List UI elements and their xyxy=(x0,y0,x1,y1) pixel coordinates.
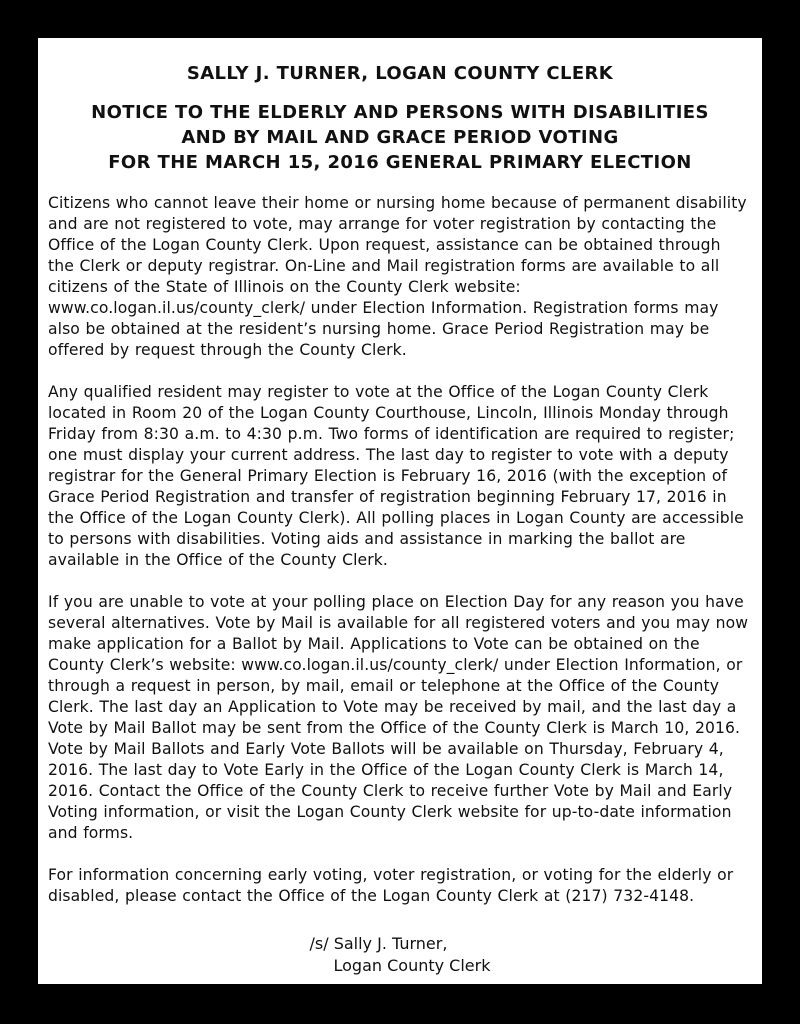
notice-paragraph-registration: Citizens who cannot leave their home or nursing home because of permanent disability and are not registered to vote, may arrange for voter registration by contacting the Office of the Logan County Clerk. Upon request, assistance can be obtained through the Clerk or deputy registrar. On-Line and Mail registration forms are available to all citizens of the State of Illinois on the County Clerk website: www.co.logan.il.us/county_clerk/ under Election Information. Registration forms may also be obtained at the resident’s nursing home. Grace Period Registration may be offered by request through the County Clerk. xyxy=(48,194,747,359)
heading-line-3: FOR THE MARCH 15, 2016 GENERAL PRIMARY ELECTION xyxy=(108,152,692,173)
signature-block xyxy=(48,933,752,977)
notice-page xyxy=(38,38,762,984)
signature-line-2: Logan County Clerk xyxy=(333,956,491,975)
heading-line-1: NOTICE TO THE ELDERLY AND PERSONS WITH DISABILITIES xyxy=(91,102,709,123)
notice-paragraph-vote-by-mail: If you are unable to vote at your polling place on Election Day for any reason you have several alternatives. Vote by Mail is available for all registered voters and you may now make application for a Ballot by Mail. Applications to Vote can be obtained on the County Clerk’s website: www.co.logan.il.us/county_clerk/ under Election Information, or through a request in person, by mail, email or telephone at the Office of the County Clerk. The last day an Application to Vote may be received by mail, and the last day a Vote by Mail Ballot may be sent from the Office of the County Clerk is March 10, 2016. Vote by Mail Ballots and Early Vote Ballots will be available on Thursday, February 4, 2016. The last day to Vote Early in the Office of the Logan County Clerk is March 14, 2016. Contact the Office of the County Clerk to receive further Vote by Mail and Early Voting information, or visit the Logan County Clerk website for up-to-date information and forms. xyxy=(48,593,749,842)
signature-line-1: /s/ Sally J. Turner, xyxy=(309,934,448,953)
notice-paragraph-office-hours: Any qualified resident may register to vote at the Office of the Logan County Clerk located in Room 20 of the Logan County Courthouse, Lincoln, Illinois Monday through Friday from 8:30 a.m. to 4:30 p.m. Two forms of identification are required to register; one must display your current address. The last day to register to vote with a deputy registrar for the General Primary Election is February 16, 2016 (with the exception of Grace Period Registration and transfer of registration beginning February 17, 2016 in the Office of the Logan County Clerk). All polling places in Logan County are accessible to persons with disabilities. Voting aids and assistance in marking the ballot are available in the Office of the County Clerk. xyxy=(48,383,744,569)
notice-paragraph-contact: For information concerning early voting, voter registration, or voting for the elderly or disabled, please contact the Office of the Logan County Clerk at (217) 732-4148. xyxy=(48,866,734,905)
clerk-title: SALLY J. TURNER, LOGAN COUNTY CLERK xyxy=(186,63,614,84)
notice-heading xyxy=(48,100,752,175)
heading-line-2: AND BY MAIL AND GRACE PERIOD VOTING xyxy=(181,127,619,148)
